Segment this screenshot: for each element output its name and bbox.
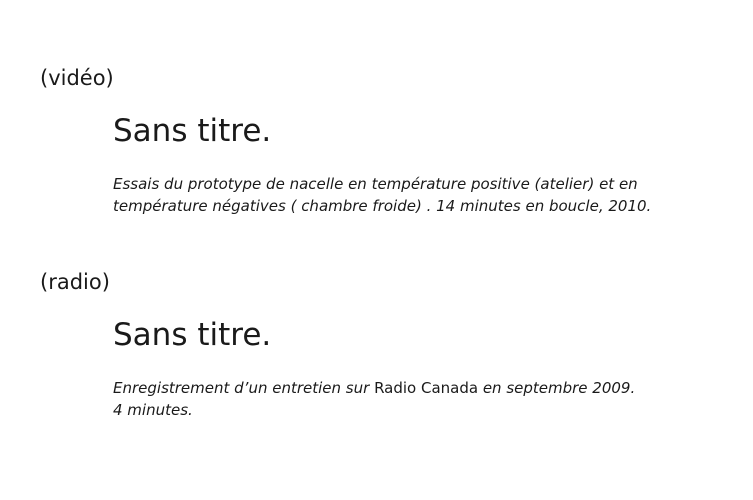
description-line — [113, 377, 713, 399]
work-title-radio: Sans titre. — [113, 317, 272, 353]
broadcaster-name: Radio Canada — [374, 379, 479, 397]
category-label-radio: (radio) — [40, 270, 110, 294]
work-title-video: Sans titre. — [113, 113, 272, 149]
category-label-video: (vidéo) — [40, 66, 114, 90]
description-text: en septembre 2009. — [478, 379, 636, 397]
description-text: Enregistrement d’un entretien sur — [113, 379, 375, 397]
description-line: Essais du prototype de nacelle en température positive (atelier) et en — [113, 175, 638, 193]
description-line: 4 minutes. — [113, 401, 193, 419]
work-description-radio — [113, 377, 713, 421]
description-line: température négatives ( chambre froide) . 14 minutes en boucle, 2010. — [113, 197, 652, 215]
work-description-video — [113, 173, 713, 217]
